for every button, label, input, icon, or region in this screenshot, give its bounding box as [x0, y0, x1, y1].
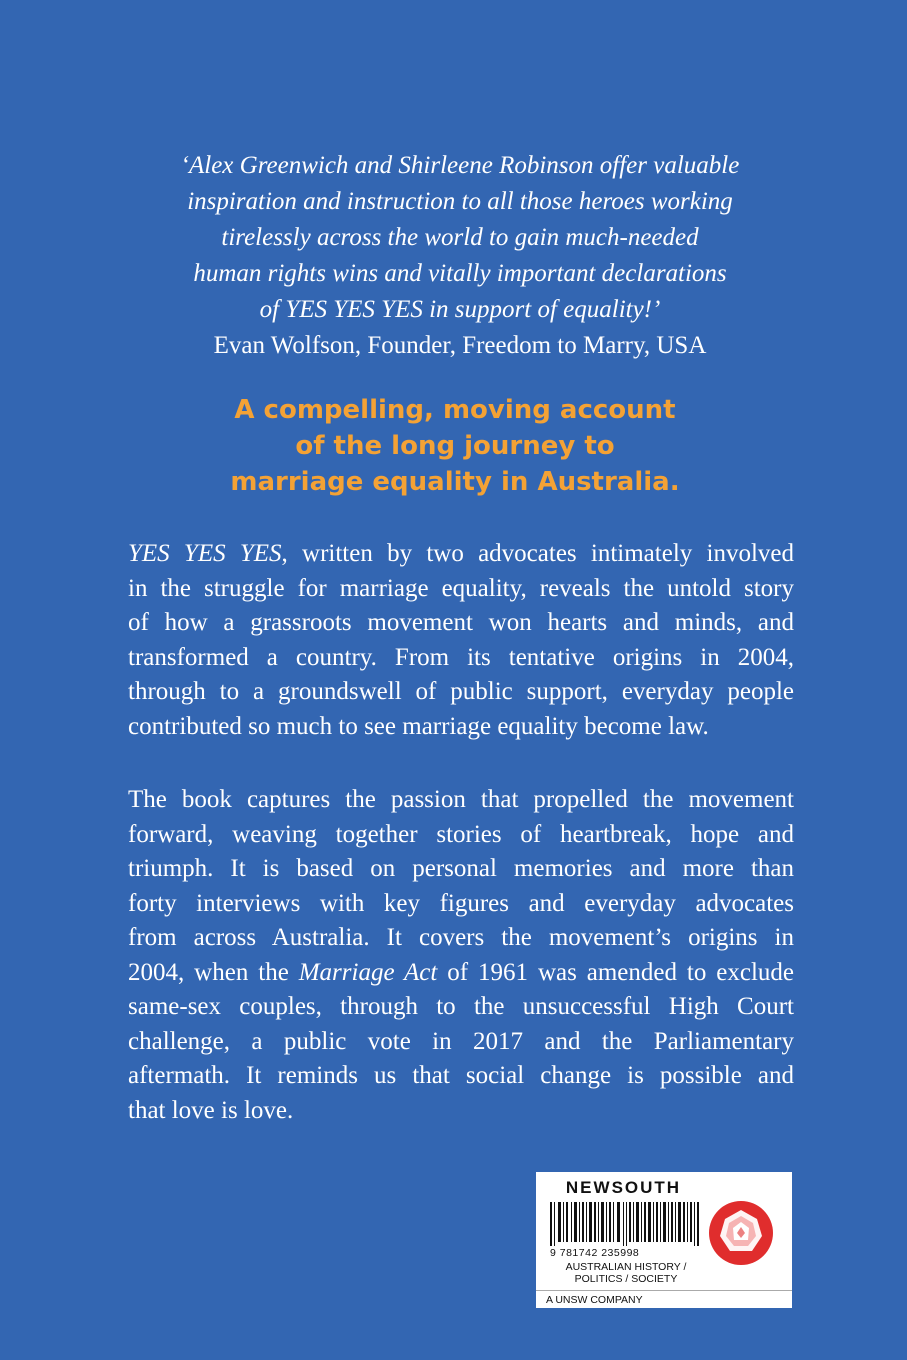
quote-line: ‘Alex Greenwich and Shirleene Robinson offer valuable — [180, 152, 740, 179]
paragraph-line: challenge, a public vote in 2017 and the Parliamentary — [128, 1027, 794, 1055]
quote-line: inspiration and instruction to all those heroes working — [187, 188, 733, 215]
description-paragraph-1 — [128, 537, 794, 744]
paragraph-line: in the struggle for marriage equality, reveals the untold story — [128, 574, 794, 602]
newsouth-logo-icon — [708, 1200, 774, 1266]
paragraph-line: from across Australia. It covers the movement’s origins in — [128, 924, 794, 951]
quote-line: human rights wins and vitally important declarations — [193, 260, 727, 287]
quote-line: of YES YES YES in support of equality!’ — [259, 296, 661, 323]
barcode-icon — [550, 1202, 700, 1246]
tagline-line: A compelling, moving account — [234, 395, 676, 425]
paragraph-line: forty interviews with key figures and everyday advocates — [128, 889, 794, 917]
paragraph-line: 2004, when the Marriage Act of 1961 was amended to exclude — [128, 958, 795, 986]
tagline-line: marriage equality in Australia. — [230, 467, 680, 497]
paragraph-line: contributed so much to see marriage equality become law. — [128, 712, 709, 740]
endorsement-quote — [120, 148, 800, 364]
paragraph-line: through to a groundswell of public support, everyday people — [128, 678, 794, 705]
tagline — [140, 392, 770, 500]
publisher-name: NEWSOUTH — [565, 1178, 682, 1197]
quote-line: tirelessly across the world to gain much-needed — [221, 224, 699, 251]
publisher-box — [536, 1172, 792, 1308]
quote-attribution: Evan Wolfson, Founder, Freedom to Marry, USA — [213, 332, 707, 359]
act-title: Marriage Act — [298, 958, 438, 986]
paragraph-line: of how a grassroots movement won hearts and minds, and — [128, 609, 794, 636]
paragraph-line: transformed a country. From its tentative origins in 2004, — [128, 643, 794, 671]
paragraph-line: forward, weaving together stories of heartbreak, hope and — [128, 820, 794, 848]
paragraph-line: The book captures the passion that propelled the movement — [128, 786, 794, 813]
company-label: A UNSW COMPANY — [536, 1290, 792, 1308]
book-title: YES YES YES — [128, 540, 282, 567]
paragraph-line: triumph. It is based on personal memories and more than — [128, 855, 794, 882]
category-label: AUSTRALIAN HISTORY / POLITICS / SOCIETY — [565, 1261, 687, 1285]
paragraph-line: YES YES YES, written by two advocates intimately involved — [128, 540, 794, 567]
paragraph-line: that love is love. — [128, 1096, 294, 1124]
paragraph-line: same-sex couples, through to the unsuccessful High Court — [128, 993, 794, 1020]
description-paragraph-2 — [128, 783, 794, 1128]
tagline-line: of the long journey to — [295, 431, 615, 461]
paragraph-line: aftermath. It reminds us that social change is possible and — [128, 1062, 794, 1089]
isbn-number: 9 781742 235998 — [550, 1247, 640, 1259]
